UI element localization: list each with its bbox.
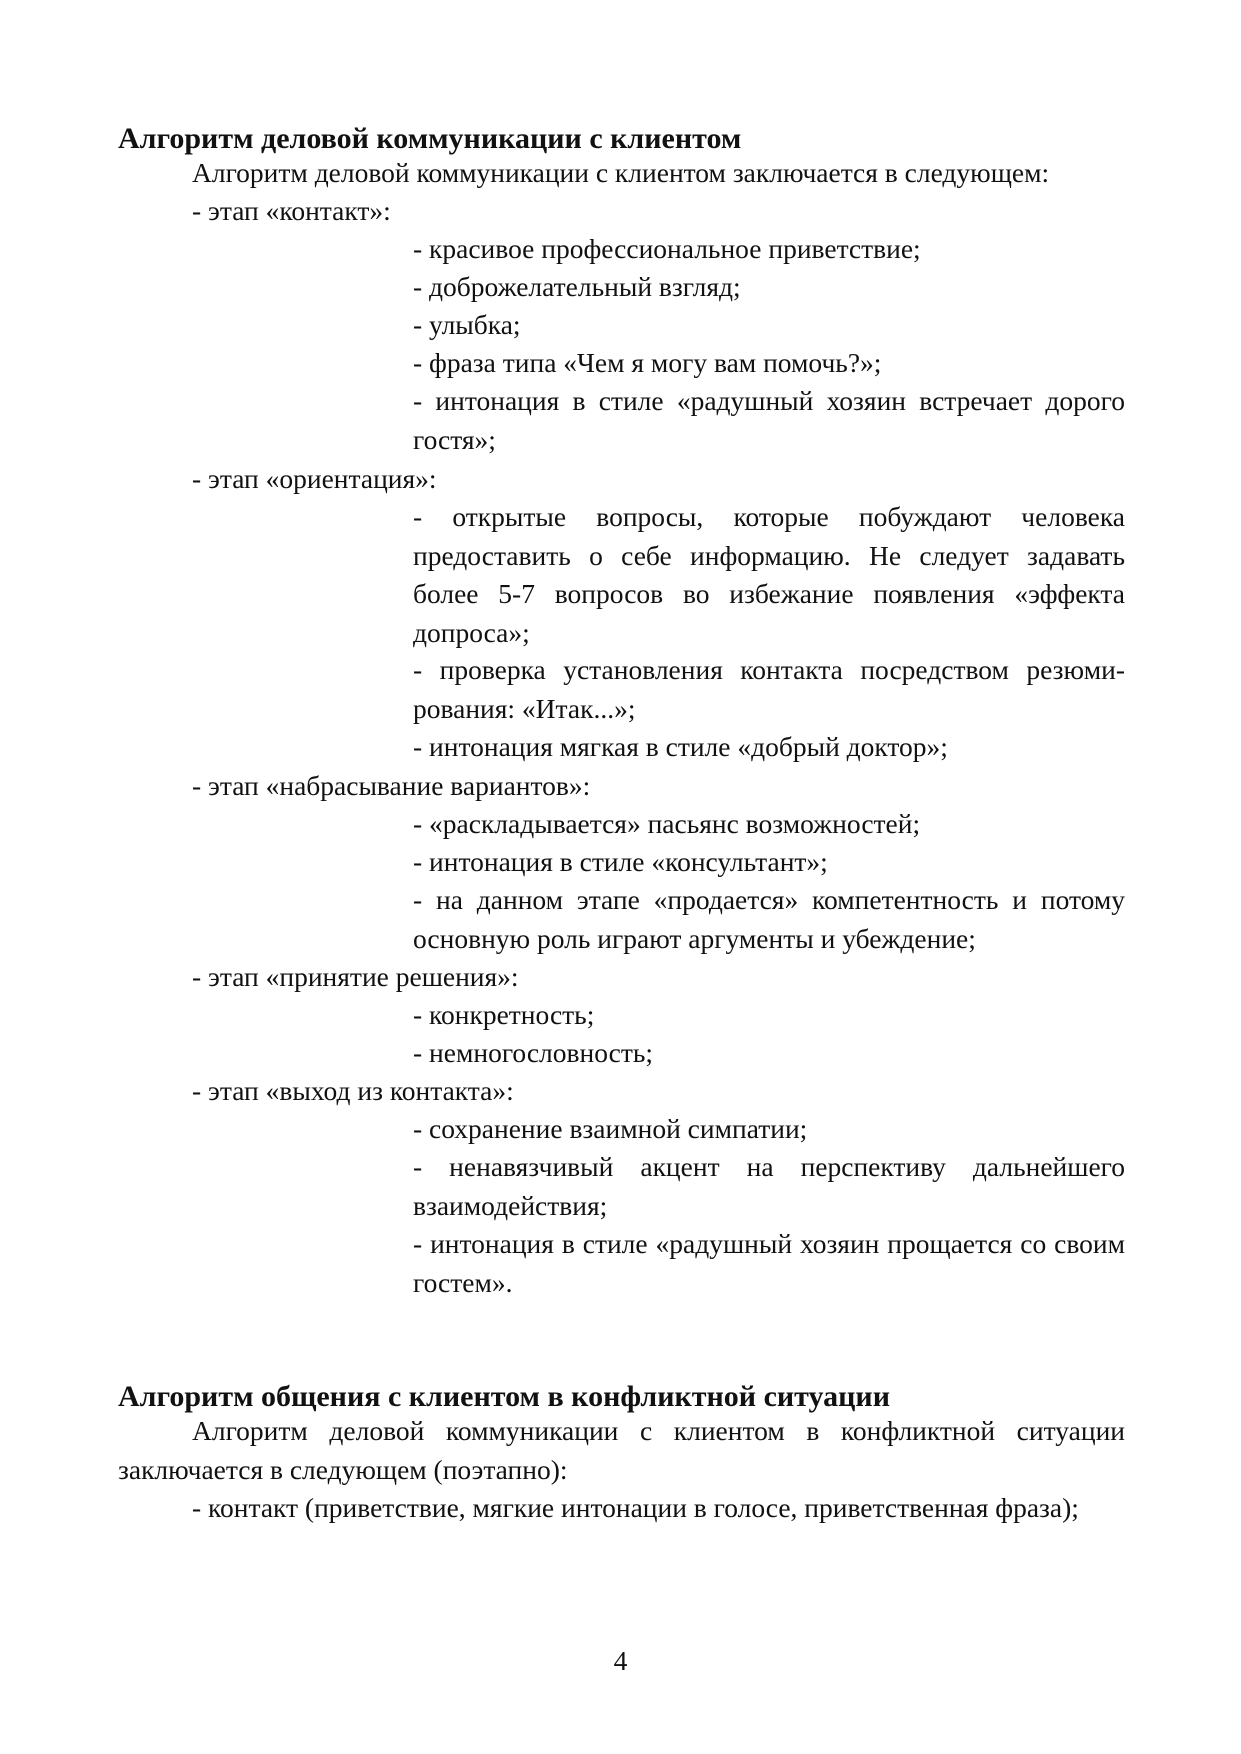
stage-orientation-label: - этап «ориентация»:: [192, 463, 437, 494]
list-item: - интонация в стиле «консультант»;: [413, 846, 828, 877]
list-item: - интонация в стиле «радушный хозяин прощается со своим гостем».: [413, 1228, 1125, 1298]
list-item: - интонация мягкая в стиле «добрый доктор»;: [413, 731, 948, 762]
list-item: - открытые вопросы, которые побуждают человека предоставить о себе информацию. Не следует задавать более 5-7 вопросов во избежание появления «эффекта допроса»;: [413, 501, 1125, 648]
list-item: - интонация в стиле «радушный хозяин встречает дорого гостя»;: [413, 385, 1125, 455]
section-heading-business-communication: Алгоритм деловой коммуникации с клиентом: [118, 122, 742, 155]
stage-contact-label: - этап «контакт»:: [192, 195, 391, 226]
section2-intro-paragraph: Алгоритм деловой коммуникации с клиентом в конфликтной ситуации заключается в следующем (поэтапно):: [118, 1415, 1125, 1485]
page-number: 4: [613, 1645, 628, 1676]
list-item: - немногословность;: [413, 1037, 654, 1068]
list-item: - «раскладывается» пасьянс возможностей;: [413, 808, 921, 839]
list-item: - на данном этапе «продается» компетентность и потому основную роль играют аргументы и убеждение;: [413, 884, 1125, 954]
list-item: - красивое профессиональное приветствие;: [413, 233, 921, 264]
list-item: - доброжелательный взгляд;: [413, 271, 741, 302]
list-item: - фраза типа «Чем я могу вам помочь?»;: [413, 347, 882, 378]
section-intro: Алгоритм деловой коммуникации с клиентом заключается в следующем:: [192, 157, 1050, 188]
stage-options-label: - этап «набрасывание вариантов»:: [192, 770, 591, 801]
section-heading-conflict-situation: Алгоритм общения с клиентом в конфликтной ситуации: [118, 1380, 890, 1413]
list-item: - улыбка;: [413, 309, 521, 340]
stage-decision-label: - этап «принятие решения»:: [192, 961, 519, 992]
stage-exit-label: - этап «выход из контакта»:: [192, 1075, 514, 1106]
list-item: - проверка установления контакта посредством резюмирования: «Итак...»;: [413, 654, 1125, 724]
list-item: - ненавязчивый акцент на перспективу дальнейшего взаимодействия;: [413, 1151, 1125, 1221]
section2-contact-paragraph: - контакт (приветствие, мягкие интонации в голосе, приветственная фраза);: [192, 1492, 1079, 1523]
list-item: - сохранение взаимной симпатии;: [413, 1113, 808, 1144]
list-item: - конкретность;: [413, 999, 595, 1030]
